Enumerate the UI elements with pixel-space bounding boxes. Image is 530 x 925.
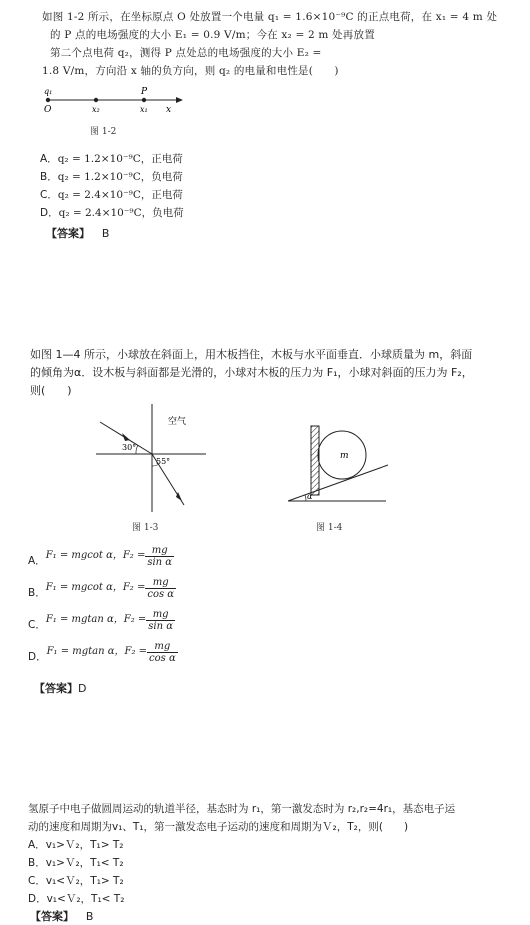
label-alpha: α	[307, 492, 313, 501]
wooden-board	[311, 426, 319, 495]
label-o: O	[44, 105, 52, 115]
option-a[interactable]: A． F₁ = mgcot α，F₂ = $\frac{mg}{\text{sin α}}$	[28, 544, 173, 568]
origin-dot	[46, 98, 50, 102]
option-a[interactable]: A．q₂ = 1.2×10⁻⁹C，正电荷	[40, 153, 183, 165]
figure-1-2-caption: 图 1-2	[90, 127, 117, 137]
incident-arrow	[122, 433, 130, 441]
label-air: 空气	[168, 417, 187, 427]
x2-dot	[94, 98, 98, 102]
figure-1-3	[92, 400, 212, 515]
q1-stem	[42, 8, 522, 80]
figure-1-3-caption: 图 1-3	[132, 523, 159, 533]
label-30deg: 30°	[122, 443, 137, 452]
answer-label: 【答案】	[46, 227, 90, 240]
label-p: P	[141, 87, 148, 97]
x-axis-arrow	[176, 97, 183, 103]
answer-value: D	[78, 682, 87, 695]
fraction: $\frac{mg}{\text{cos α}}$	[147, 576, 175, 600]
angle-arc-1	[136, 445, 138, 454]
fraction: $\frac{mg}{\text{sin α}}$	[148, 608, 173, 632]
q3-stem-line: 动的速度和周期为v₁、T₁，第一激发态电子运动的速度和周期为Ｖ₂，T₂，则( )	[28, 821, 409, 833]
q2-stem-line: 的倾角为α．设木板与斜面都是光滑的，小球对木板的压力为 F₁，小球对斜面的压力为 F₂，	[30, 366, 473, 379]
q2-answer	[34, 680, 86, 696]
figure-1-2	[40, 84, 190, 116]
q1-stem-line: 1.8 V/m，方向沿 x 轴的负方向，则 q₂ 的电量和电性是( )	[42, 65, 339, 77]
option-b[interactable]: B．q₂ = 1.2×10⁻⁹C，负电荷	[40, 171, 183, 183]
label-q1: q₁	[44, 87, 53, 96]
figure-1-4	[278, 398, 393, 510]
q3-stem-line: 氢原子中电子做圆周运动的轨道半径，基态时为 r₁，第一激发态时为 r₂,r₂=4r₁，基态电子运	[28, 803, 456, 815]
option-c[interactable]: C． F₁ = mgtan α，F₂ = $\frac{mg}{\text{sin α}}$	[28, 608, 173, 632]
answer-value: B	[101, 227, 110, 240]
q2-stem-line: 则( )	[30, 384, 72, 397]
q2-stem	[30, 346, 520, 400]
figure-1-4-caption: 图 1-4	[316, 523, 343, 533]
incline-line	[288, 465, 388, 501]
label-m: m	[340, 451, 349, 461]
q1-options	[40, 150, 184, 222]
label-x: x	[166, 105, 172, 115]
option-c[interactable]: C．q₂ = 2.4×10⁻⁹C，正电荷	[40, 189, 183, 201]
label-x2: x₂	[92, 105, 100, 114]
q2-stem-line: 如图 1—4 所示，小球放在斜面上，用木板挡住，木板与水平面垂直．小球质量为 m，斜面	[30, 348, 473, 361]
q3-stem	[28, 800, 523, 836]
angle-arc-alpha	[305, 495, 306, 501]
fraction: $\frac{mg}{\text{cos α}}$	[149, 640, 176, 664]
q3-answer	[30, 908, 93, 924]
option-b[interactable]: B．v₁>Ｖ₂，T₁< T₂	[28, 857, 124, 869]
option-d[interactable]: D． F₁ = mgtan α，F₂ = $\frac{mg}{\text{cos α}}$	[28, 640, 176, 664]
q3-options	[28, 836, 124, 908]
answer-value: B	[85, 910, 94, 923]
q2-options	[28, 540, 178, 668]
option-d[interactable]: D．q₂ = 2.4×10⁻⁹C，负电荷	[40, 207, 184, 219]
label-x1: x₁	[140, 105, 148, 114]
label-55deg: 55°	[156, 457, 171, 466]
answer-label: 【答案】	[34, 682, 78, 695]
q1-stem-line: 如图 1-2 所示，在坐标原点 O 处放置一个电量 q₁ = 1.6×10⁻⁹C 的正点电荷，在 x₁ = 4 m 处	[42, 11, 498, 23]
q1-answer	[46, 225, 109, 241]
option-b[interactable]: B． F₁ = mgcot α，F₂ = $\frac{mg}{\text{cos α}}$	[28, 576, 175, 600]
option-d[interactable]: D．v₁<Ｖ₂，T₁< T₂	[28, 893, 125, 905]
option-a[interactable]: A．v₁>Ｖ₂，T₁> T₂	[28, 839, 124, 851]
answer-label: 【答案】	[30, 910, 74, 923]
fraction: $\frac{mg}{\text{sin α}}$	[147, 544, 173, 568]
option-c[interactable]: C．v₁<Ｖ₂，T₁> T₂	[28, 875, 124, 887]
q1-stem-line: 第二个点电荷 q₂，测得 P 点处总的电场强度的大小 E₂ =	[50, 47, 322, 59]
p-dot	[142, 98, 146, 102]
q1-stem-line: 的 P 点的电场强度的大小 E₁ = 0.9 V/m；今在 x₂ = 2 m 处再放置	[50, 29, 375, 41]
